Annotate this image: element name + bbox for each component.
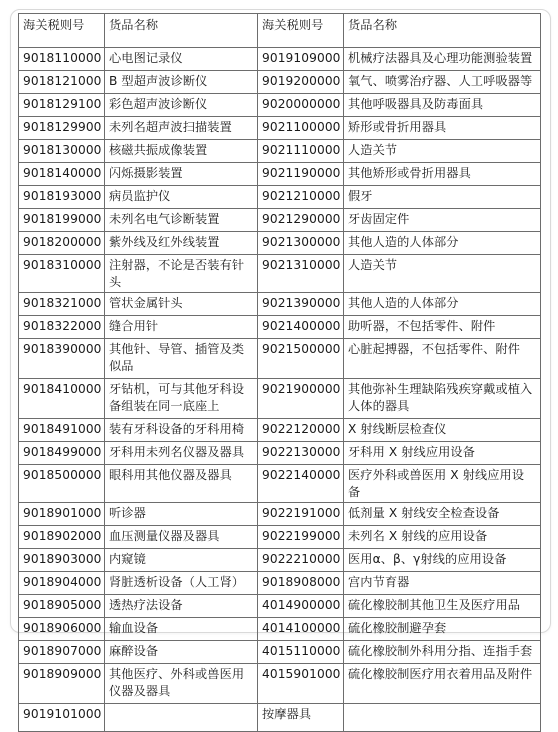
table-row	[19, 339, 541, 379]
header-name-2: 货品名称	[344, 14, 541, 48]
name-cell: 宫内节育器	[344, 572, 541, 595]
code-cell: 9022191000	[258, 503, 344, 526]
code-cell: 9021110000	[258, 140, 344, 163]
code-cell: 9018909000	[19, 664, 105, 704]
name-cell: 假牙	[344, 186, 541, 209]
table-row	[19, 163, 541, 186]
code-cell: 9018491000	[19, 419, 105, 442]
name-cell: 人造关节	[344, 255, 541, 293]
name-cell: 心脏起搏器，不包括零件、附件	[344, 339, 541, 379]
table-row	[19, 379, 541, 419]
code-cell: 9018908000	[258, 572, 344, 595]
name-cell: 未列名 X 射线的应用设备	[344, 526, 541, 549]
name-cell: 核磁共振成像装置	[105, 140, 258, 163]
code-cell: 9018904000	[19, 572, 105, 595]
code-cell: 9022210000	[258, 549, 344, 572]
code-cell: 9018903000	[19, 549, 105, 572]
code-cell: 9018907000	[19, 641, 105, 664]
name-cell: 氧气、喷雾治疗器、人工呼吸器等	[344, 71, 541, 94]
table-row	[19, 526, 541, 549]
name-cell: 牙齿固定件	[344, 209, 541, 232]
table-row	[19, 94, 541, 117]
name-cell: 闪烁摄影装置	[105, 163, 258, 186]
code-cell: 9018130000	[19, 140, 105, 163]
name-cell: B 型超声波诊断仪	[105, 71, 258, 94]
name-cell	[344, 704, 541, 732]
code-cell: 9021390000	[258, 293, 344, 316]
code-cell: 9019200000	[258, 71, 344, 94]
code-cell: 9021310000	[258, 255, 344, 293]
code-cell: 9021100000	[258, 117, 344, 140]
code-cell: 9018310000	[19, 255, 105, 293]
table-row	[19, 140, 541, 163]
name-cell: 其他弥补生理缺陷残疾穿戴或植入人体的器具	[344, 379, 541, 419]
code-cell: 9018321000	[19, 293, 105, 316]
code-cell: 9021190000	[258, 163, 344, 186]
name-cell: 硫化橡胶制外科用分指、连指手套	[344, 641, 541, 664]
table-row	[19, 255, 541, 293]
code-cell: 9018901000	[19, 503, 105, 526]
code-cell: 9022120000	[258, 419, 344, 442]
table-row	[19, 232, 541, 255]
code-cell: 9018905000	[19, 595, 105, 618]
name-cell: 机械疗法器具及心理功能测验装置	[344, 48, 541, 71]
name-cell: 其他针、导管、插管及类似品	[105, 339, 258, 379]
code-cell: 9018193000	[19, 186, 105, 209]
code-cell: 9018199000	[19, 209, 105, 232]
header-code-1: 海关税则号	[19, 14, 105, 48]
name-cell: 矫形或骨折用器具	[344, 117, 541, 140]
name-cell: 其他人造的人体部分	[344, 232, 541, 255]
code-cell: 按摩器具	[258, 704, 344, 732]
header-row	[19, 14, 541, 48]
code-cell: 9018390000	[19, 339, 105, 379]
code-cell: 9018906000	[19, 618, 105, 641]
code-cell: 9018902000	[19, 526, 105, 549]
table-row	[19, 442, 541, 465]
name-cell: 硫化橡胶制医疗用衣着用品及附件	[344, 664, 541, 704]
table-row	[19, 209, 541, 232]
code-cell: 9018110000	[19, 48, 105, 71]
name-cell: X 射线断层检查仪	[344, 419, 541, 442]
code-cell: 9021210000	[258, 186, 344, 209]
name-cell: 其他人造的人体部分	[344, 293, 541, 316]
table-row	[19, 595, 541, 618]
code-cell: 9018140000	[19, 163, 105, 186]
code-cell: 9018322000	[19, 316, 105, 339]
code-cell: 9018129100	[19, 94, 105, 117]
customs-code-table	[18, 13, 541, 732]
code-cell: 9019109000	[258, 48, 344, 71]
name-cell: 牙科用未列名仪器及器具	[105, 442, 258, 465]
code-cell: 9019101000	[19, 704, 105, 732]
name-cell: 血压测量仪器及器具	[105, 526, 258, 549]
code-cell: 9018500000	[19, 465, 105, 503]
name-cell: 人造关节	[344, 140, 541, 163]
name-cell: 医疗外科或兽医用 X 射线应用设备	[344, 465, 541, 503]
code-cell: 9021500000	[258, 339, 344, 379]
name-cell: 管状金属针头	[105, 293, 258, 316]
code-cell: 4015110000	[258, 641, 344, 664]
table-row	[19, 503, 541, 526]
table-row	[19, 465, 541, 503]
name-cell: 医用α、β、γ射线的应用设备	[344, 549, 541, 572]
name-cell: 病员监护仪	[105, 186, 258, 209]
code-cell: 4014100000	[258, 618, 344, 641]
code-cell: 9018499000	[19, 442, 105, 465]
code-cell: 9018121000	[19, 71, 105, 94]
table-row	[19, 618, 541, 641]
table-row	[19, 641, 541, 664]
name-cell: 牙科用 X 射线应用设备	[344, 442, 541, 465]
code-cell: 9018200000	[19, 232, 105, 255]
table-row	[19, 316, 541, 339]
name-cell: 心电图记录仪	[105, 48, 258, 71]
code-cell: 9022140000	[258, 465, 344, 503]
name-cell: 低剂量 X 射线安全检查设备	[344, 503, 541, 526]
name-cell: 其他矫形或骨折用器具	[344, 163, 541, 186]
table-row	[19, 419, 541, 442]
name-cell: 硫化橡胶制其他卫生及医疗用品	[344, 595, 541, 618]
name-cell: 肾脏透析设备（人工肾）	[105, 572, 258, 595]
code-cell: 4014900000	[258, 595, 344, 618]
name-cell: 助听器，不包括零件、附件	[344, 316, 541, 339]
code-cell: 9021900000	[258, 379, 344, 419]
table-row	[19, 704, 541, 732]
table-row	[19, 293, 541, 316]
name-cell: 彩色超声波诊断仪	[105, 94, 258, 117]
name-cell: 牙钻机，可与其他牙科设备组装在同一底座上	[105, 379, 258, 419]
code-cell: 9021300000	[258, 232, 344, 255]
code-cell: 9021400000	[258, 316, 344, 339]
table-body	[19, 14, 541, 732]
name-cell: 内窥镜	[105, 549, 258, 572]
header-name-1: 货品名称	[105, 14, 258, 48]
name-cell: 听诊器	[105, 503, 258, 526]
table-row	[19, 48, 541, 71]
name-cell: 缝合用针	[105, 316, 258, 339]
header-code-2: 海关税则号	[258, 14, 344, 48]
table-row	[19, 117, 541, 140]
table-row	[19, 549, 541, 572]
table-row	[19, 186, 541, 209]
code-cell: 4015901000	[258, 664, 344, 704]
table-row	[19, 664, 541, 704]
name-cell: 紫外线及红外线装置	[105, 232, 258, 255]
name-cell: 眼科用其他仪器及器具	[105, 465, 258, 503]
name-cell: 麻醉设备	[105, 641, 258, 664]
name-cell: 输血设备	[105, 618, 258, 641]
code-cell: 9018129900	[19, 117, 105, 140]
code-cell: 9022199000	[258, 526, 344, 549]
name-cell: 注射器，不论是否装有针头	[105, 255, 258, 293]
code-cell: 9018410000	[19, 379, 105, 419]
name-cell: 未列名超声波扫描装置	[105, 117, 258, 140]
name-cell: 装有牙科设备的牙科用椅	[105, 419, 258, 442]
name-cell: 其他呼吸器具及防毒面具	[344, 94, 541, 117]
name-cell: 硫化橡胶制避孕套	[344, 618, 541, 641]
name-cell: 透热疗法设备	[105, 595, 258, 618]
name-cell	[105, 704, 258, 732]
code-cell: 9021290000	[258, 209, 344, 232]
name-cell: 未列名电气诊断装置	[105, 209, 258, 232]
table-row	[19, 71, 541, 94]
name-cell: 其他医疗、外科或兽医用仪器及器具	[105, 664, 258, 704]
table-row	[19, 572, 541, 595]
code-cell: 9022130000	[258, 442, 344, 465]
code-cell: 9020000000	[258, 94, 344, 117]
